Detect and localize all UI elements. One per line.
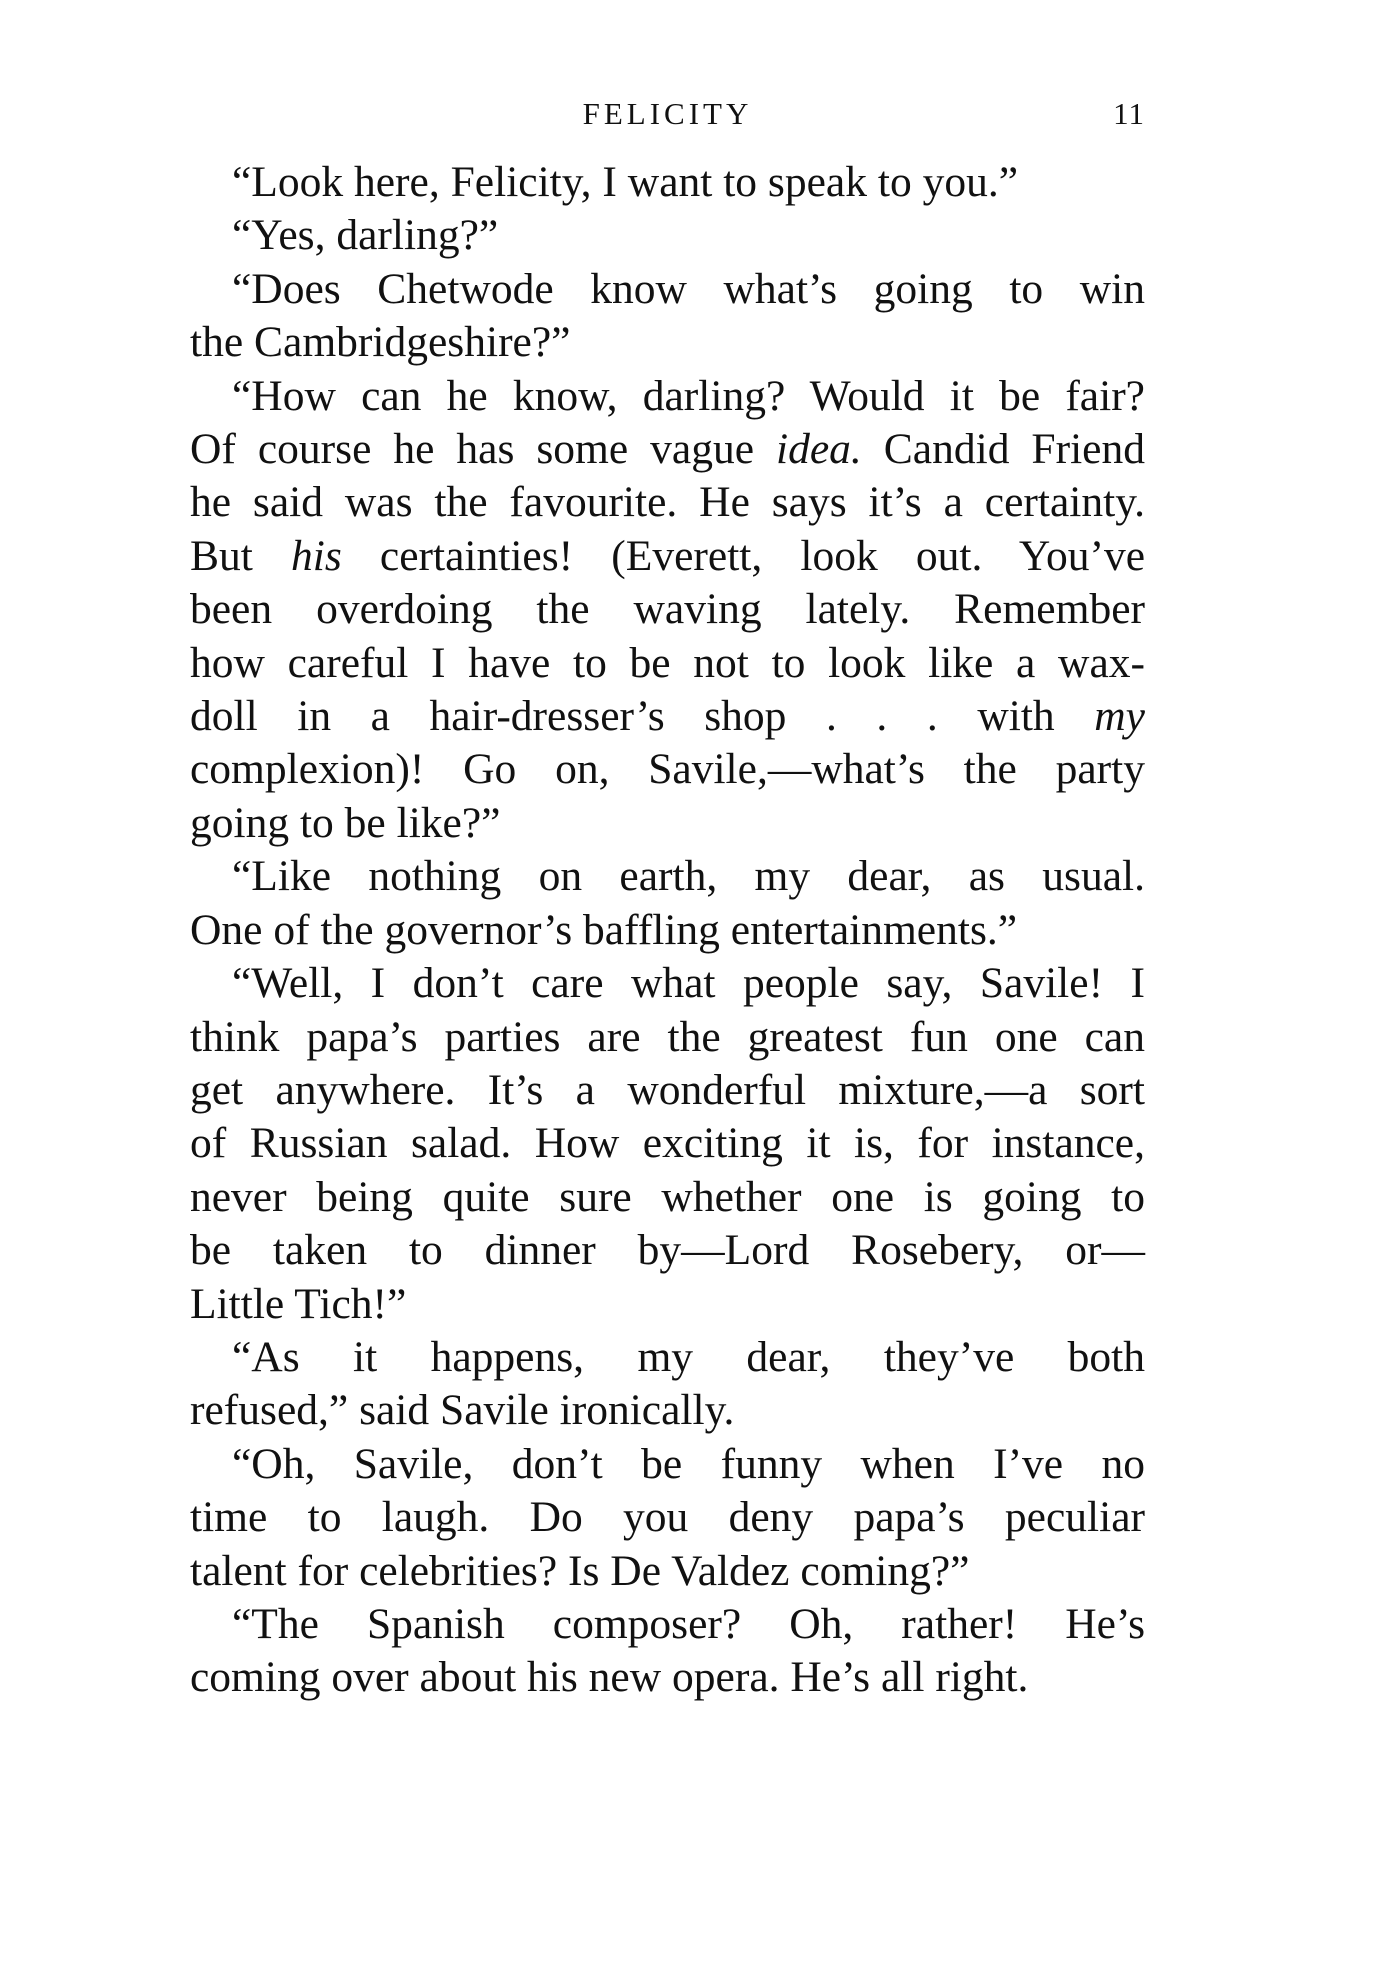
text-run: Of course he has some vague — [190, 425, 777, 474]
text-run: been overdoing the waving lately. Remember — [190, 585, 1145, 634]
text-line — [190, 797, 1145, 850]
text-run: coming over about his new opera. He’s all right. — [190, 1653, 1029, 1702]
text-line — [190, 1491, 1145, 1544]
text-run: never being quite sure whether one is going to — [190, 1172, 1145, 1221]
paragraph — [190, 209, 1145, 262]
text-line — [190, 1384, 1145, 1437]
text-line — [190, 957, 1145, 1010]
text-run: time to laugh. Do you deny papa’s peculiar — [190, 1493, 1145, 1542]
text-run: “The Spanish composer? Oh, rather! He’s — [232, 1599, 1145, 1648]
text-run: “Oh, Savile, don’t be funny when I’ve no — [232, 1439, 1145, 1488]
text-line — [190, 1545, 1145, 1598]
paragraph — [190, 1331, 1145, 1438]
text-line — [190, 743, 1145, 796]
text-run: “Like nothing on earth, my dear, as usual. — [232, 852, 1145, 901]
text-line — [190, 476, 1145, 529]
paragraph — [190, 1598, 1145, 1705]
text-line — [190, 316, 1145, 369]
italic-text: idea. — [776, 425, 862, 474]
text-run: think papa’s parties are the greatest fun one can — [190, 1012, 1145, 1061]
text-run: “Well, I don’t care what people say, Savile! I — [232, 959, 1145, 1008]
text-line — [190, 1117, 1145, 1170]
text-run: One of the governor’s baffling entertainments.” — [190, 905, 1018, 954]
text-line — [190, 263, 1145, 316]
text-line — [190, 1331, 1145, 1384]
text-line — [190, 209, 1145, 262]
text-line — [190, 530, 1145, 583]
text-line — [190, 1171, 1145, 1224]
text-line — [190, 1651, 1145, 1704]
italic-text: my — [1094, 692, 1145, 741]
text-line — [190, 1224, 1145, 1277]
text-run: Little Tich!” — [190, 1279, 407, 1328]
text-run: But — [190, 531, 292, 580]
text-line — [190, 850, 1145, 903]
text-run: refused,” said Savile ironically. — [190, 1386, 735, 1435]
paragraph — [190, 957, 1145, 1331]
text-line — [190, 1011, 1145, 1064]
text-line — [190, 690, 1145, 743]
text-run: the Cambridgeshire?” — [190, 318, 571, 367]
text-line — [190, 904, 1145, 957]
italic-text: his — [291, 531, 342, 580]
text-line — [190, 583, 1145, 636]
text-run: certainties! (Everett, look out. You’ve — [341, 531, 1145, 580]
text-line — [190, 1064, 1145, 1117]
text-line — [190, 1438, 1145, 1491]
running-title: FELICITY — [582, 96, 753, 131]
paragraph — [190, 263, 1145, 370]
running-head — [190, 94, 1145, 134]
text-line — [190, 637, 1145, 690]
text-run: how careful I have to be not to look like a wax- — [190, 638, 1145, 687]
text-line — [190, 156, 1145, 209]
text-run: “Does Chetwode know what’s going to win — [232, 264, 1145, 313]
paragraph — [190, 156, 1145, 209]
paragraph — [190, 370, 1145, 851]
text-run: “As it happens, my dear, they’ve both — [232, 1332, 1145, 1381]
text-line — [190, 370, 1145, 423]
text-run: be taken to dinner by—Lord Rosebery, or— — [190, 1226, 1145, 1275]
text-line — [190, 1278, 1145, 1331]
text-run: “How can he know, darling? Would it be fair? — [232, 371, 1145, 420]
text-line — [190, 423, 1145, 476]
paragraph — [190, 850, 1145, 957]
body-text — [190, 156, 1145, 1705]
text-run: complexion)! Go on, Savile,—what’s the party — [190, 745, 1145, 794]
text-run: “Yes, darling?” — [232, 211, 499, 260]
text-run: going to be like?” — [190, 798, 501, 847]
text-line — [190, 1598, 1145, 1651]
text-run: Candid Friend — [861, 425, 1145, 474]
text-run: doll in a hair-dresser’s shop . . . with — [190, 692, 1095, 741]
text-run: he said was the favourite. He says it’s a certainty. — [190, 478, 1145, 527]
paragraph — [190, 1438, 1145, 1598]
page-number: 11 — [1113, 96, 1145, 131]
text-run: talent for celebrities? Is De Valdez coming?” — [190, 1546, 970, 1595]
text-run: “Look here, Felicity, I want to speak to you.” — [232, 158, 1018, 206]
text-run: get anywhere. It’s a wonderful mixture,—a sort — [190, 1065, 1145, 1114]
text-run: of Russian salad. How exciting it is, for instance, — [190, 1119, 1145, 1168]
